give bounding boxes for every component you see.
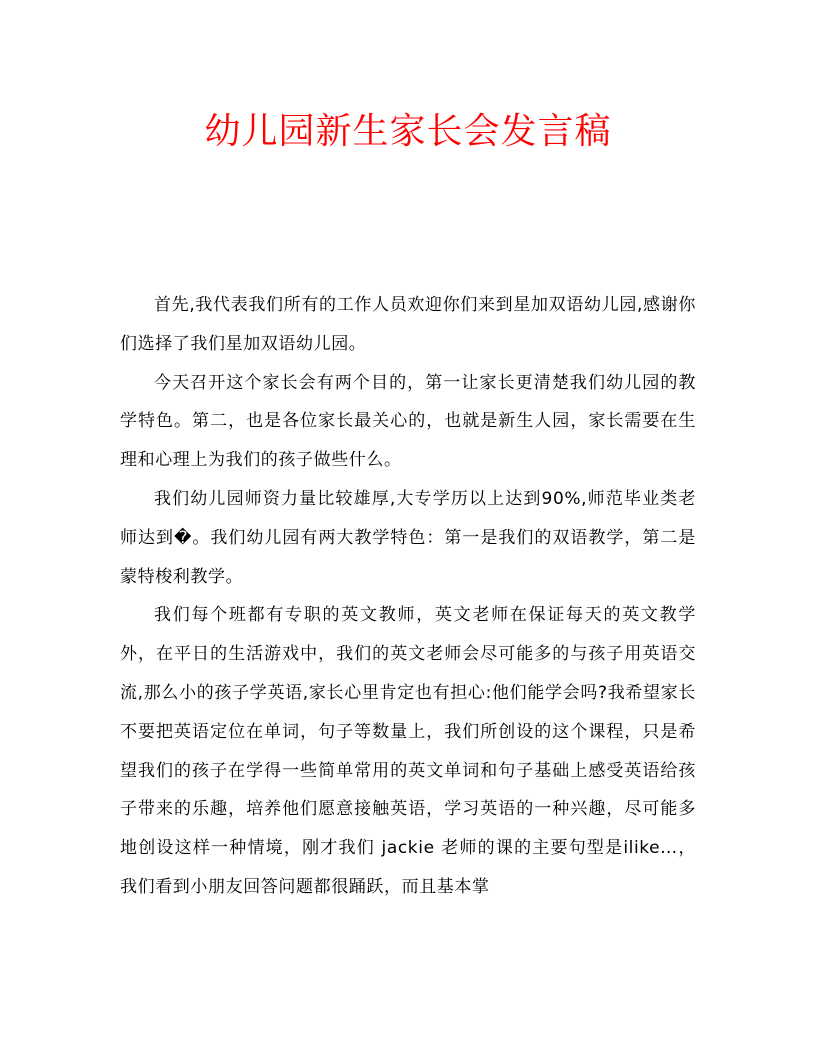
document-title: 幼儿园新生家长会发言稿 — [204, 111, 612, 152]
paragraph-meeting-purpose: 今天召开这个家长会有两个目的，第一让家长更清楚我们幼儿园的教学特色。第二，也是各位家长最关心的，也就是新生人园，家长需要在生理和心理上为我们的孩子做些什么。 — [120, 372, 696, 471]
document-body — [120, 286, 696, 907]
paragraph-welcome: 首先,我代表我们所有的工作人员欢迎你们来到星加双语幼儿园,感谢你们选择了我们星加双语幼儿园。 — [120, 295, 696, 354]
paragraph-teaching-features: 我们幼儿园师资力量比较雄厚,大专学历以上达到90%,师范毕业类老师达到�。我们幼儿园有两大教学特色：第一是我们的双语教学，第二是蒙特梭利教学。 — [120, 488, 696, 587]
paragraph-english-teaching: 我们每个班都有专职的英文教师，英文老师在保证每天的英文教学外，在平日的生活游戏中，我们的英文老师会尽可能多的与孩子用英语交流,那么小的孩子学英语,家长心里肯定也有担心:他们能学会吗?我希望家长不要把英语定位在单词，句子等数量上，我们所创设的这个课程，只是希望我们的孩子在学得一些简单常用的英文单词和句子基础上感受英语给孩子带来的乐趣，培养他们愿意接触英语，学习英语的一种兴趣，尽可能多地创设这样一种情境，刚才我们 jackie 老师的课的主要句型是ilike…，我们看到小朋友回答问题都很踊跃，而且基本掌 — [120, 605, 696, 897]
